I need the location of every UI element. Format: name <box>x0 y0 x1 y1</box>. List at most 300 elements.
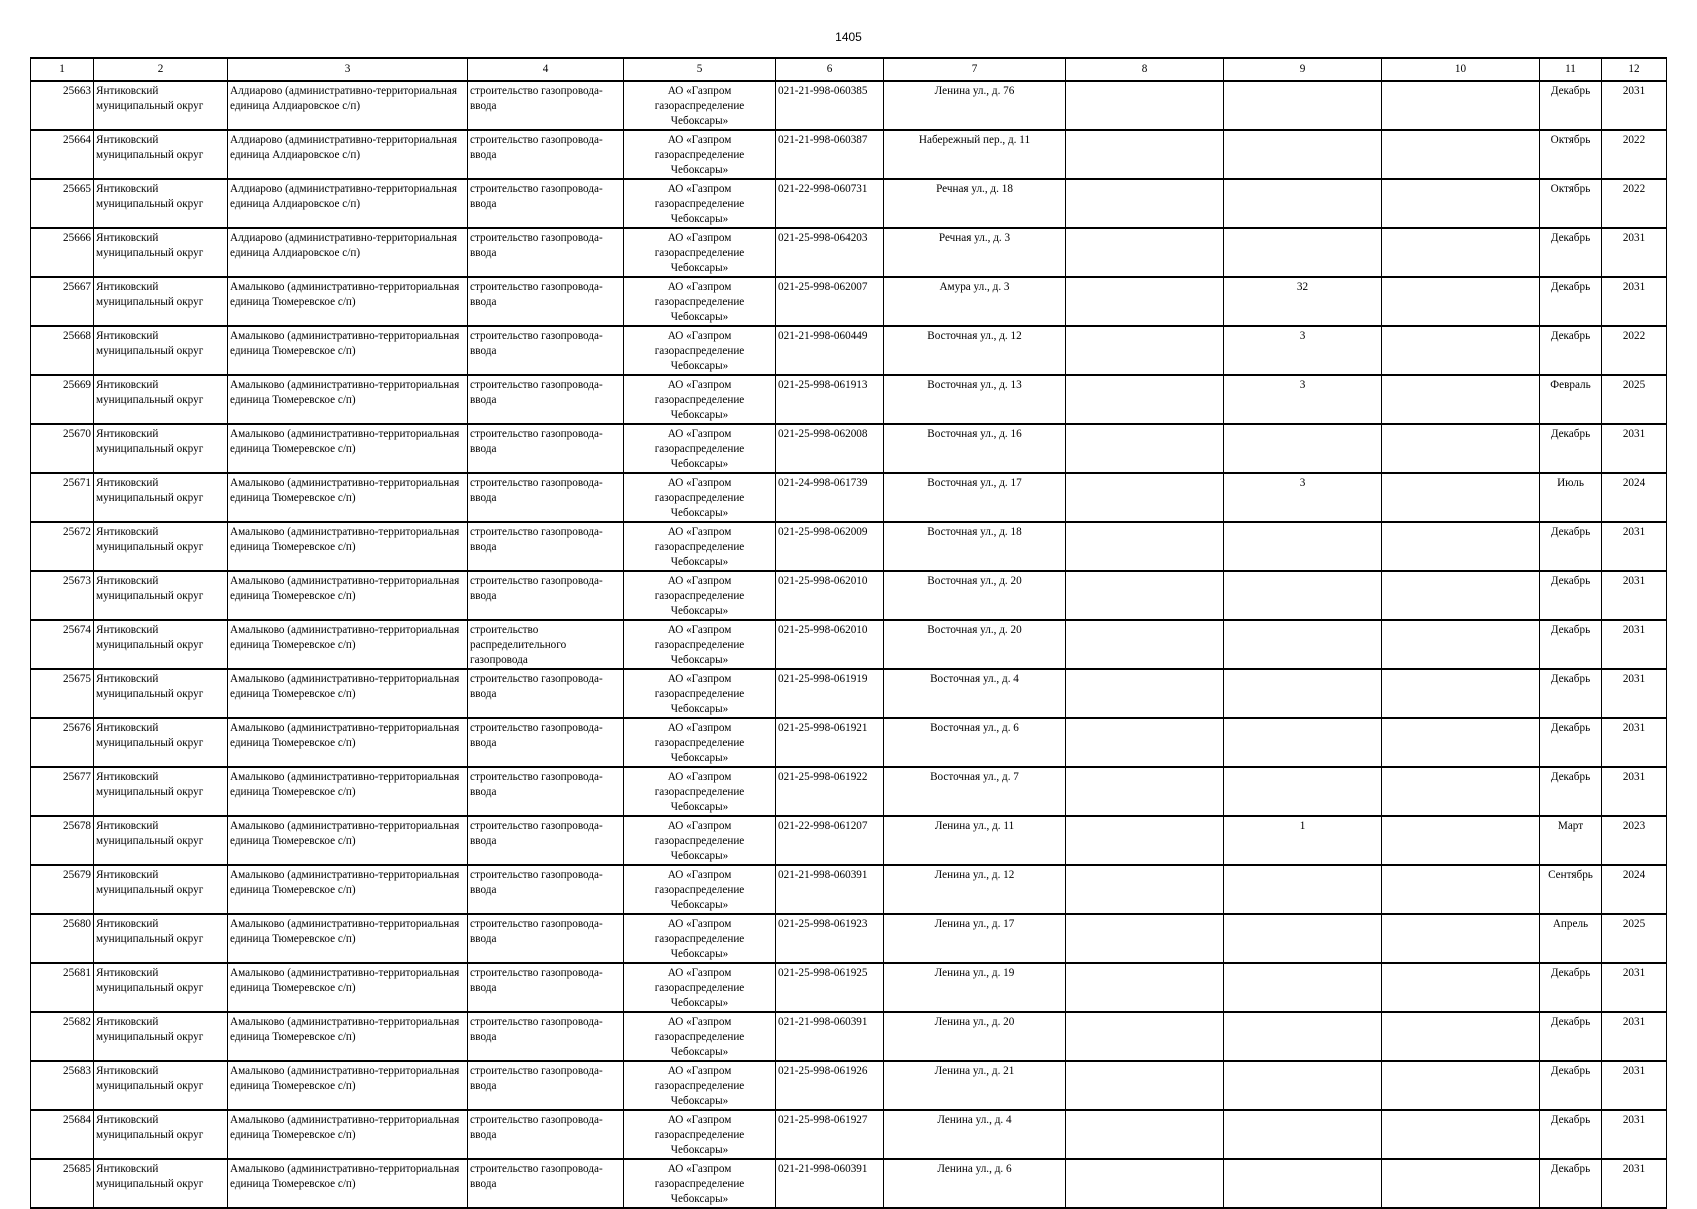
cell-locality: Амалыково (административно-территориальная единица Тюмеревское с/п) <box>228 1012 468 1061</box>
cell-col10 <box>1382 963 1540 1012</box>
cell-year: 2031 <box>1602 1159 1667 1208</box>
cell-district: Янтиковский муниципальный округ <box>94 718 228 767</box>
cell-year: 2031 <box>1602 228 1667 277</box>
cell-address: Ленина ул., д. 17 <box>884 914 1066 963</box>
cell-year: 2024 <box>1602 865 1667 914</box>
cell-col9 <box>1224 424 1382 473</box>
table-row <box>31 718 1667 767</box>
cell-month: Октябрь <box>1540 130 1602 179</box>
table-row <box>31 914 1667 963</box>
table-row <box>31 865 1667 914</box>
cell-district: Янтиковский муниципальный округ <box>94 473 228 522</box>
table-row <box>31 424 1667 473</box>
cell-object-code: 021-21-998-060385 <box>776 81 884 130</box>
cell-col10 <box>1382 1110 1540 1159</box>
cell-number: 25675 <box>31 669 94 718</box>
cell-organization: АО «Газпром газораспределение Чебоксары» <box>624 963 776 1012</box>
cell-col10 <box>1382 277 1540 326</box>
cell-work-type: строительство газопровода-ввода <box>468 424 624 473</box>
cell-district: Янтиковский муниципальный округ <box>94 179 228 228</box>
table-row <box>31 1159 1667 1208</box>
cell-work-type: строительство газопровода-ввода <box>468 277 624 326</box>
table-row <box>31 130 1667 179</box>
cell-col10 <box>1382 179 1540 228</box>
cell-col10 <box>1382 81 1540 130</box>
cell-district: Янтиковский муниципальный округ <box>94 228 228 277</box>
cell-organization: АО «Газпром газораспределение Чебоксары» <box>624 767 776 816</box>
cell-organization: АО «Газпром газораспределение Чебоксары» <box>624 522 776 571</box>
cell-district: Янтиковский муниципальный округ <box>94 1110 228 1159</box>
cell-address: Ленина ул., д. 6 <box>884 1159 1066 1208</box>
cell-organization: АО «Газпром газораспределение Чебоксары» <box>624 1061 776 1110</box>
cell-locality: Амалыково (административно-территориальная единица Тюмеревское с/п) <box>228 326 468 375</box>
cell-work-type: строительство газопровода-ввода <box>468 1012 624 1061</box>
cell-month: Июль <box>1540 473 1602 522</box>
cell-col9 <box>1224 865 1382 914</box>
cell-number: 25672 <box>31 522 94 571</box>
cell-col8 <box>1066 1110 1224 1159</box>
table-row <box>31 522 1667 571</box>
column-header: 1 <box>31 58 94 81</box>
cell-organization: АО «Газпром газораспределение Чебоксары» <box>624 816 776 865</box>
cell-work-type: строительство газопровода-ввода <box>468 718 624 767</box>
cell-address: Ленина ул., д. 19 <box>884 963 1066 1012</box>
cell-col10 <box>1382 914 1540 963</box>
cell-col9 <box>1224 767 1382 816</box>
cell-district: Янтиковский муниципальный округ <box>94 571 228 620</box>
cell-district: Янтиковский муниципальный округ <box>94 326 228 375</box>
cell-year: 2031 <box>1602 1012 1667 1061</box>
cell-col8 <box>1066 1159 1224 1208</box>
cell-col8 <box>1066 1012 1224 1061</box>
cell-object-code: 021-21-998-060391 <box>776 1012 884 1061</box>
cell-number: 25668 <box>31 326 94 375</box>
cell-organization: АО «Газпром газораспределение Чебоксары» <box>624 718 776 767</box>
cell-object-code: 021-21-998-060391 <box>776 865 884 914</box>
table-row <box>31 473 1667 522</box>
cell-district: Янтиковский муниципальный округ <box>94 669 228 718</box>
cell-month: Декабрь <box>1540 1061 1602 1110</box>
cell-year: 2031 <box>1602 669 1667 718</box>
cell-col9 <box>1224 571 1382 620</box>
cell-month: Декабрь <box>1540 424 1602 473</box>
cell-address: Ленина ул., д. 76 <box>884 81 1066 130</box>
cell-year: 2025 <box>1602 914 1667 963</box>
header-row <box>31 58 1667 81</box>
cell-work-type: строительство газопровода-ввода <box>468 1061 624 1110</box>
cell-month: Декабрь <box>1540 571 1602 620</box>
cell-col9 <box>1224 228 1382 277</box>
cell-address: Восточная ул., д. 16 <box>884 424 1066 473</box>
cell-district: Янтиковский муниципальный округ <box>94 277 228 326</box>
cell-number: 25667 <box>31 277 94 326</box>
cell-district: Янтиковский муниципальный округ <box>94 1012 228 1061</box>
cell-month: Декабрь <box>1540 767 1602 816</box>
cell-col10 <box>1382 620 1540 669</box>
cell-year: 2031 <box>1602 277 1667 326</box>
cell-organization: АО «Газпром газораспределение Чебоксары» <box>624 914 776 963</box>
cell-number: 25671 <box>31 473 94 522</box>
table-row <box>31 571 1667 620</box>
cell-month: Декабрь <box>1540 620 1602 669</box>
cell-col8 <box>1066 718 1224 767</box>
cell-object-code: 021-25-998-061913 <box>776 375 884 424</box>
cell-organization: АО «Газпром газораспределение Чебоксары» <box>624 473 776 522</box>
cell-address: Ленина ул., д. 12 <box>884 865 1066 914</box>
cell-organization: АО «Газпром газораспределение Чебоксары» <box>624 1110 776 1159</box>
table-row <box>31 669 1667 718</box>
cell-month: Декабрь <box>1540 228 1602 277</box>
table-row <box>31 1061 1667 1110</box>
cell-locality: Амалыково (административно-территориальная единица Тюмеревское с/п) <box>228 375 468 424</box>
cell-year: 2031 <box>1602 522 1667 571</box>
cell-col9 <box>1224 620 1382 669</box>
cell-object-code: 021-25-998-061923 <box>776 914 884 963</box>
cell-number: 25673 <box>31 571 94 620</box>
cell-col10 <box>1382 718 1540 767</box>
cell-organization: АО «Газпром газораспределение Чебоксары» <box>624 669 776 718</box>
cell-locality: Амалыково (административно-территориальная единица Тюмеревское с/п) <box>228 1159 468 1208</box>
cell-col9 <box>1224 81 1382 130</box>
cell-work-type: строительство газопровода-ввода <box>468 1159 624 1208</box>
column-header: 2 <box>94 58 228 81</box>
cell-number: 25681 <box>31 963 94 1012</box>
cell-col8 <box>1066 81 1224 130</box>
cell-district: Янтиковский муниципальный округ <box>94 375 228 424</box>
cell-address: Ленина ул., д. 11 <box>884 816 1066 865</box>
column-header: 6 <box>776 58 884 81</box>
table-row <box>31 326 1667 375</box>
cell-locality: Амалыково (административно-территориальная единица Тюмеревское с/п) <box>228 424 468 473</box>
cell-col8 <box>1066 669 1224 718</box>
cell-year: 2031 <box>1602 81 1667 130</box>
cell-number: 25664 <box>31 130 94 179</box>
cell-col8 <box>1066 130 1224 179</box>
cell-locality: Амалыково (административно-территориальная единица Тюмеревское с/п) <box>228 718 468 767</box>
cell-object-code: 021-21-998-060387 <box>776 130 884 179</box>
cell-col9 <box>1224 963 1382 1012</box>
cell-col8 <box>1066 424 1224 473</box>
cell-col9 <box>1224 914 1382 963</box>
cell-object-code: 021-25-998-061927 <box>776 1110 884 1159</box>
register-table <box>30 57 1667 1209</box>
column-header: 9 <box>1224 58 1382 81</box>
cell-col10 <box>1382 1061 1540 1110</box>
cell-locality: Амалыково (административно-территориальная единица Тюмеревское с/п) <box>228 914 468 963</box>
cell-year: 2031 <box>1602 963 1667 1012</box>
cell-month: Декабрь <box>1540 669 1602 718</box>
cell-col10 <box>1382 326 1540 375</box>
cell-address: Речная ул., д. 18 <box>884 179 1066 228</box>
cell-district: Янтиковский муниципальный округ <box>94 767 228 816</box>
cell-locality: Алдиарово (административно-территориальная единица Алдиаровское с/п) <box>228 130 468 179</box>
cell-col8 <box>1066 179 1224 228</box>
cell-col10 <box>1382 473 1540 522</box>
cell-object-code: 021-22-998-060731 <box>776 179 884 228</box>
column-header: 12 <box>1602 58 1667 81</box>
cell-month: Март <box>1540 816 1602 865</box>
cell-col9 <box>1224 718 1382 767</box>
cell-number: 25666 <box>31 228 94 277</box>
cell-year: 2022 <box>1602 179 1667 228</box>
table-row <box>31 1012 1667 1061</box>
cell-work-type: строительство газопровода-ввода <box>468 473 624 522</box>
cell-number: 25677 <box>31 767 94 816</box>
cell-col8 <box>1066 277 1224 326</box>
cell-col10 <box>1382 522 1540 571</box>
cell-col10 <box>1382 571 1540 620</box>
cell-work-type: строительство газопровода-ввода <box>468 130 624 179</box>
cell-month: Сентябрь <box>1540 865 1602 914</box>
cell-year: 2025 <box>1602 375 1667 424</box>
cell-address: Восточная ул., д. 20 <box>884 571 1066 620</box>
cell-work-type: строительство газопровода-ввода <box>468 179 624 228</box>
cell-month: Апрель <box>1540 914 1602 963</box>
cell-number: 25685 <box>31 1159 94 1208</box>
cell-work-type: строительство газопровода-ввода <box>468 571 624 620</box>
cell-col10 <box>1382 1012 1540 1061</box>
cell-address: Восточная ул., д. 18 <box>884 522 1066 571</box>
cell-col8 <box>1066 620 1224 669</box>
cell-locality: Алдиарово (административно-территориальная единица Алдиаровское с/п) <box>228 179 468 228</box>
cell-work-type: строительство газопровода-ввода <box>468 767 624 816</box>
cell-col8 <box>1066 914 1224 963</box>
cell-organization: АО «Газпром газораспределение Чебоксары» <box>624 277 776 326</box>
cell-month: Декабрь <box>1540 1110 1602 1159</box>
column-header: 8 <box>1066 58 1224 81</box>
table-row <box>31 963 1667 1012</box>
cell-number: 25663 <box>31 81 94 130</box>
cell-month: Декабрь <box>1540 522 1602 571</box>
cell-locality: Алдиарово (административно-территориальная единица Алдиаровское с/п) <box>228 228 468 277</box>
cell-object-code: 021-25-998-064203 <box>776 228 884 277</box>
cell-col10 <box>1382 130 1540 179</box>
cell-district: Янтиковский муниципальный округ <box>94 81 228 130</box>
table-row <box>31 1110 1667 1159</box>
cell-work-type: строительство газопровода-ввода <box>468 1110 624 1159</box>
cell-col10 <box>1382 228 1540 277</box>
cell-object-code: 021-25-998-061925 <box>776 963 884 1012</box>
cell-work-type: строительство газопровода-ввода <box>468 326 624 375</box>
cell-col10 <box>1382 816 1540 865</box>
column-header: 11 <box>1540 58 1602 81</box>
cell-col9 <box>1224 179 1382 228</box>
cell-address: Ленина ул., д. 20 <box>884 1012 1066 1061</box>
cell-month: Октябрь <box>1540 179 1602 228</box>
cell-col8 <box>1066 1061 1224 1110</box>
cell-year: 2022 <box>1602 326 1667 375</box>
cell-col8 <box>1066 767 1224 816</box>
cell-object-code: 021-21-998-060449 <box>776 326 884 375</box>
cell-object-code: 021-25-998-062010 <box>776 620 884 669</box>
cell-col8 <box>1066 865 1224 914</box>
cell-year: 2031 <box>1602 424 1667 473</box>
cell-address: Восточная ул., д. 6 <box>884 718 1066 767</box>
cell-col10 <box>1382 767 1540 816</box>
cell-month: Декабрь <box>1540 326 1602 375</box>
cell-work-type: строительство распределительного газопровода <box>468 620 624 669</box>
cell-col9 <box>1224 669 1382 718</box>
cell-col9: 32 <box>1224 277 1382 326</box>
cell-month: Декабрь <box>1540 277 1602 326</box>
cell-month: Февраль <box>1540 375 1602 424</box>
table-row <box>31 375 1667 424</box>
cell-work-type: строительство газопровода-ввода <box>468 669 624 718</box>
cell-organization: АО «Газпром газораспределение Чебоксары» <box>624 81 776 130</box>
cell-work-type: строительство газопровода-ввода <box>468 865 624 914</box>
cell-col9 <box>1224 1012 1382 1061</box>
cell-year: 2031 <box>1602 718 1667 767</box>
table-row <box>31 81 1667 130</box>
cell-locality: Амалыково (административно-территориальная единица Тюмеревское с/п) <box>228 571 468 620</box>
cell-locality: Амалыково (административно-территориальная единица Тюмеревское с/п) <box>228 767 468 816</box>
cell-organization: АО «Газпром газораспределение Чебоксары» <box>624 1012 776 1061</box>
cell-address: Набережный пер., д. 11 <box>884 130 1066 179</box>
cell-year: 2023 <box>1602 816 1667 865</box>
cell-district: Янтиковский муниципальный округ <box>94 816 228 865</box>
column-header: 10 <box>1382 58 1540 81</box>
cell-object-code: 021-22-998-061207 <box>776 816 884 865</box>
cell-locality: Амалыково (административно-территориальная единица Тюмеревское с/п) <box>228 865 468 914</box>
cell-number: 25669 <box>31 375 94 424</box>
cell-number: 25682 <box>31 1012 94 1061</box>
cell-number: 25684 <box>31 1110 94 1159</box>
cell-object-code: 021-25-998-062010 <box>776 571 884 620</box>
cell-work-type: строительство газопровода-ввода <box>468 375 624 424</box>
cell-address: Восточная ул., д. 20 <box>884 620 1066 669</box>
cell-district: Янтиковский муниципальный округ <box>94 963 228 1012</box>
cell-work-type: строительство газопровода-ввода <box>468 522 624 571</box>
cell-locality: Амалыково (административно-территориальная единица Тюмеревское с/п) <box>228 669 468 718</box>
cell-address: Амура ул., д. 3 <box>884 277 1066 326</box>
cell-number: 25665 <box>31 179 94 228</box>
cell-district: Янтиковский муниципальный округ <box>94 424 228 473</box>
table-row <box>31 228 1667 277</box>
cell-col8 <box>1066 522 1224 571</box>
column-header: 5 <box>624 58 776 81</box>
cell-col9 <box>1224 1110 1382 1159</box>
cell-work-type: строительство газопровода-ввода <box>468 228 624 277</box>
cell-organization: АО «Газпром газораспределение Чебоксары» <box>624 1159 776 1208</box>
cell-locality: Амалыково (административно-территориальная единица Тюмеревское с/п) <box>228 816 468 865</box>
cell-year: 2031 <box>1602 767 1667 816</box>
cell-year: 2031 <box>1602 1061 1667 1110</box>
cell-col10 <box>1382 1159 1540 1208</box>
cell-locality: Амалыково (административно-территориальная единица Тюмеревское с/п) <box>228 522 468 571</box>
cell-locality: Амалыково (административно-территориальная единица Тюмеревское с/п) <box>228 963 468 1012</box>
cell-address: Ленина ул., д. 4 <box>884 1110 1066 1159</box>
cell-year: 2031 <box>1602 1110 1667 1159</box>
cell-year: 2024 <box>1602 473 1667 522</box>
cell-locality: Амалыково (административно-территориальная единица Тюмеревское с/п) <box>228 1110 468 1159</box>
cell-work-type: строительство газопровода-ввода <box>468 816 624 865</box>
cell-object-code: 021-25-998-061926 <box>776 1061 884 1110</box>
cell-organization: АО «Газпром газораспределение Чебоксары» <box>624 865 776 914</box>
cell-object-code: 021-25-998-061922 <box>776 767 884 816</box>
cell-district: Янтиковский муниципальный округ <box>94 1061 228 1110</box>
cell-col8 <box>1066 326 1224 375</box>
cell-number: 25674 <box>31 620 94 669</box>
cell-address: Ленина ул., д. 21 <box>884 1061 1066 1110</box>
cell-locality: Амалыково (административно-территориальная единица Тюмеревское с/п) <box>228 473 468 522</box>
cell-col9: 3 <box>1224 375 1382 424</box>
table-row <box>31 277 1667 326</box>
cell-col8 <box>1066 571 1224 620</box>
cell-address: Восточная ул., д. 13 <box>884 375 1066 424</box>
cell-month: Декабрь <box>1540 1012 1602 1061</box>
table-row <box>31 620 1667 669</box>
table-row <box>31 767 1667 816</box>
cell-col9 <box>1224 522 1382 571</box>
cell-organization: АО «Газпром газораспределение Чебоксары» <box>624 375 776 424</box>
cell-locality: Амалыково (административно-территориальная единица Тюмеревское с/п) <box>228 277 468 326</box>
cell-district: Янтиковский муниципальный округ <box>94 914 228 963</box>
table-row <box>31 816 1667 865</box>
cell-number: 25678 <box>31 816 94 865</box>
cell-organization: АО «Газпром газораспределение Чебоксары» <box>624 571 776 620</box>
cell-col9: 3 <box>1224 326 1382 375</box>
table-row <box>31 179 1667 228</box>
cell-object-code: 021-25-998-061919 <box>776 669 884 718</box>
cell-district: Янтиковский муниципальный округ <box>94 620 228 669</box>
cell-organization: АО «Газпром газораспределение Чебоксары» <box>624 179 776 228</box>
page-number: 1405 <box>835 30 862 44</box>
cell-object-code: 021-25-998-062007 <box>776 277 884 326</box>
cell-locality: Алдиарово (административно-территориальная единица Алдиаровское с/п) <box>228 81 468 130</box>
cell-organization: АО «Газпром газораспределение Чебоксары» <box>624 620 776 669</box>
cell-locality: Амалыково (административно-территориальная единица Тюмеревское с/п) <box>228 620 468 669</box>
cell-month: Декабрь <box>1540 1159 1602 1208</box>
cell-organization: АО «Газпром газораспределение Чебоксары» <box>624 228 776 277</box>
cell-col8 <box>1066 963 1224 1012</box>
cell-address: Восточная ул., д. 4 <box>884 669 1066 718</box>
cell-col8 <box>1066 816 1224 865</box>
cell-col9: 1 <box>1224 816 1382 865</box>
cell-year: 2031 <box>1602 571 1667 620</box>
cell-work-type: строительство газопровода-ввода <box>468 81 624 130</box>
cell-organization: АО «Газпром газораспределение Чебоксары» <box>624 424 776 473</box>
cell-month: Декабрь <box>1540 81 1602 130</box>
cell-object-code: 021-21-998-060391 <box>776 1159 884 1208</box>
cell-number: 25683 <box>31 1061 94 1110</box>
column-header: 4 <box>468 58 624 81</box>
cell-number: 25670 <box>31 424 94 473</box>
cell-col10 <box>1382 865 1540 914</box>
cell-number: 25679 <box>31 865 94 914</box>
cell-district: Янтиковский муниципальный округ <box>94 865 228 914</box>
cell-col10 <box>1382 375 1540 424</box>
cell-locality: Амалыково (административно-территориальная единица Тюмеревское с/п) <box>228 1061 468 1110</box>
cell-address: Речная ул., д. 3 <box>884 228 1066 277</box>
cell-year: 2022 <box>1602 130 1667 179</box>
cell-number: 25680 <box>31 914 94 963</box>
cell-address: Восточная ул., д. 7 <box>884 767 1066 816</box>
cell-col8 <box>1066 375 1224 424</box>
cell-object-code: 021-25-998-062008 <box>776 424 884 473</box>
cell-object-code: 021-25-998-062009 <box>776 522 884 571</box>
cell-work-type: строительство газопровода-ввода <box>468 914 624 963</box>
cell-number: 25676 <box>31 718 94 767</box>
cell-organization: АО «Газпром газораспределение Чебоксары» <box>624 130 776 179</box>
cell-month: Декабрь <box>1540 963 1602 1012</box>
cell-col9: 3 <box>1224 473 1382 522</box>
column-header: 7 <box>884 58 1066 81</box>
cell-district: Янтиковский муниципальный округ <box>94 1159 228 1208</box>
cell-col10 <box>1382 424 1540 473</box>
cell-district: Янтиковский муниципальный округ <box>94 522 228 571</box>
cell-col10 <box>1382 669 1540 718</box>
cell-col8 <box>1066 473 1224 522</box>
